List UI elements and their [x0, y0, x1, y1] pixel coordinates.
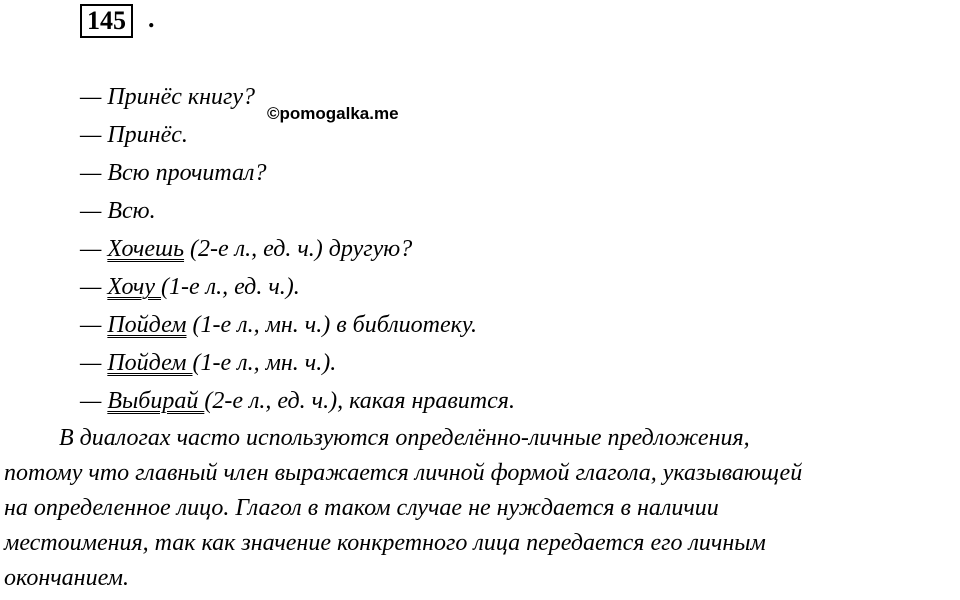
dialog-line	[80, 268, 515, 306]
verb-predicate: Пойдем	[107, 312, 187, 338]
paragraph-line: В диалогах часто используются определённо-личные предложения,	[59, 425, 750, 451]
dialog-line	[80, 192, 515, 230]
dialog-text: Всю прочитал?	[107, 160, 267, 186]
watermark: ©pomogalka.me	[267, 104, 399, 123]
exercise-number-dot: .	[148, 4, 155, 33]
paragraph-line: окончанием.	[4, 565, 129, 591]
dialog-line	[80, 306, 515, 344]
dash: —	[80, 388, 108, 414]
grammar-note: (2-е л., ед. ч.), какая нравится.	[204, 388, 515, 414]
explanation-paragraph	[4, 421, 956, 596]
dialog	[80, 78, 515, 420]
dialog-line	[80, 154, 515, 192]
dialog-line	[80, 382, 515, 420]
dash: —	[80, 198, 108, 224]
verb-predicate: Выбирай	[107, 388, 205, 414]
dialog-line	[80, 344, 515, 382]
dash: —	[80, 122, 108, 148]
dash: —	[80, 236, 108, 262]
dash: —	[80, 274, 108, 300]
dash: —	[80, 312, 108, 338]
dash: —	[80, 84, 108, 110]
grammar-note: (1-е л., мн. ч.).	[192, 350, 337, 376]
verb-predicate: Хочешь	[107, 236, 185, 262]
grammar-note: (2-е л., ед. ч.) другую?	[184, 236, 413, 262]
dash: —	[80, 350, 108, 376]
dialog-text: Принёс книгу?	[107, 84, 256, 110]
verb-predicate: Хочу	[107, 274, 162, 300]
verb-predicate: Пойдем	[107, 350, 193, 376]
exercise-number: 145	[80, 4, 133, 38]
paragraph-line: на определенное лицо. Глагол в таком случае не нуждается в наличии	[4, 495, 719, 521]
dialog-text: Всю.	[107, 198, 156, 224]
paragraph-line: потому что главный член выражается личной формой глагола, указывающей	[4, 460, 803, 486]
dialog-line	[80, 230, 515, 268]
dash: —	[80, 160, 108, 186]
grammar-note: (1-е л., ед. ч.).	[161, 274, 300, 300]
dialog-text: Принёс.	[107, 122, 188, 148]
paragraph-line: местоимения, так как значение конкретного лица передается его личным	[4, 530, 766, 556]
grammar-note: (1-е л., мн. ч.) в библиотеку.	[186, 312, 478, 338]
